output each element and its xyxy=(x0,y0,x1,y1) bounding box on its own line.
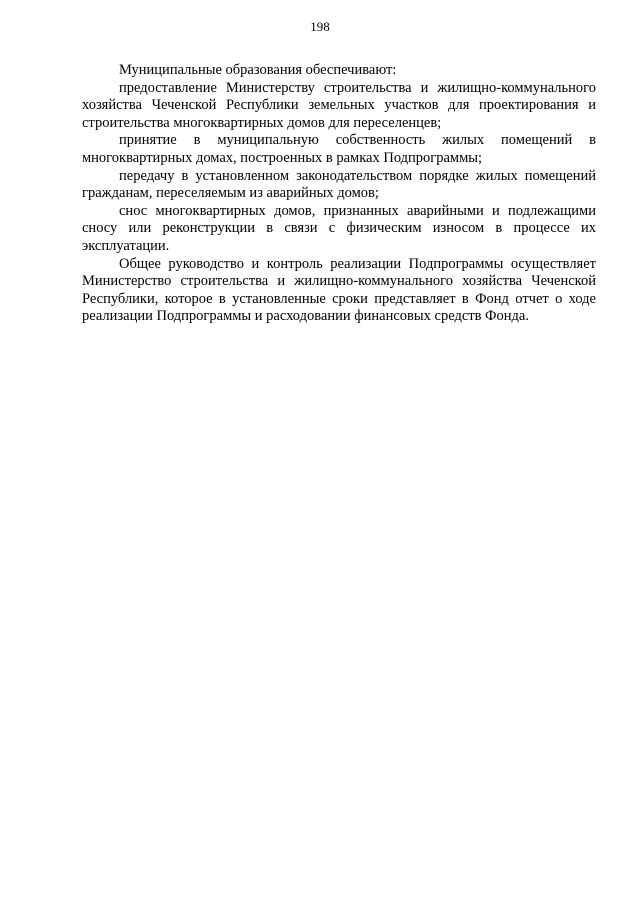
paragraph-property-acceptance: принятие в муниципальную собственность жилых помещений в многоквартирных домах, построенных в рамках Подпрограммы; xyxy=(82,132,596,166)
page-number: 198 xyxy=(310,19,330,34)
paragraph-general-management: Общее руководство и контроль реализации Подпрограммы осуществляет Министерство строительства и жилищно-коммунального хозяйства Чеченской Республики, которое в установленные сроки представляет в Фонд отчет о ходе реализации Подпрограммы и расходовании финансовых средств Фонда. xyxy=(82,255,596,325)
document-body xyxy=(82,62,596,326)
paragraph-intro: Муниципальные образования обеспечивают: xyxy=(119,62,397,78)
paragraph-demolition: снос многоквартирных домов, признанных аварийными и подлежащими сносу или реконструкции в связи с физическим износом в процессе их эксплуатации. xyxy=(82,202,596,254)
paragraph-land-provision: предоставление Министерству строительства и жилищно-коммунального хозяйства Чеченской Республики земельных участков для проектирования и строительства многоквартирных домов для переселенцев; xyxy=(82,79,596,131)
paragraph-housing-transfer: передачу в установленном законодательством порядке жилых помещений гражданам, переселяемым из аварийных домов; xyxy=(82,167,596,202)
